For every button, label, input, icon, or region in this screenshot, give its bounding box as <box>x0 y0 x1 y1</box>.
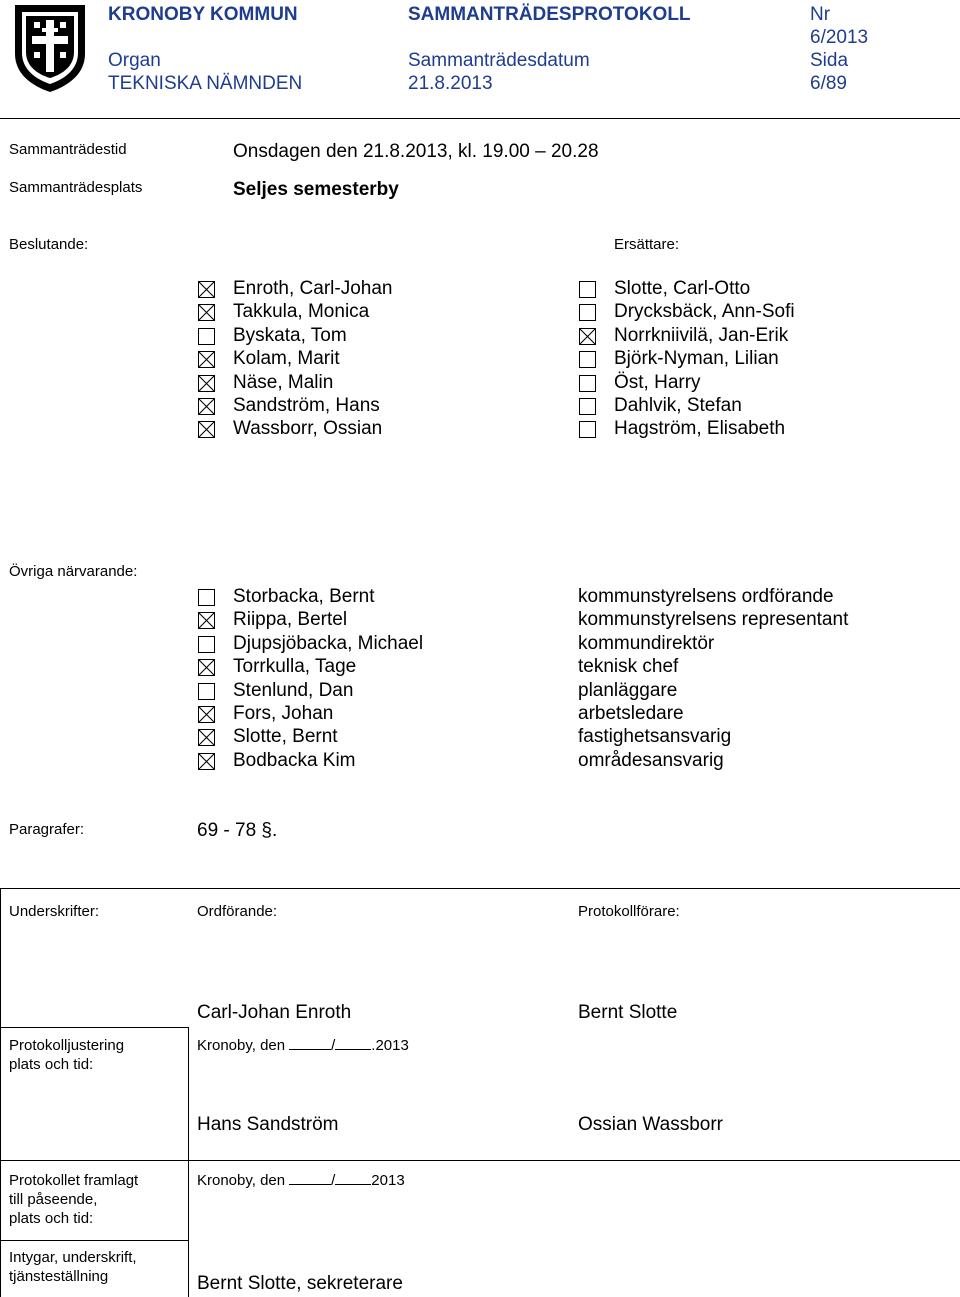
display-place-time <box>197 1172 405 1189</box>
substitute-member-2-checkbox-checked-icon[interactable] <box>579 328 596 345</box>
verification-place-time <box>197 1037 409 1054</box>
substitute-member-name: Hagström, Elisabeth <box>614 418 786 440</box>
organ-value: TEKNISKA NÄMNDEN <box>108 73 303 94</box>
deciding-member-6-checkbox-checked-icon[interactable] <box>198 421 215 438</box>
verification-month-blank[interactable] <box>335 1037 371 1050</box>
other-member-name: Storbacka, Bernt <box>233 586 375 607</box>
substitute-member-6-checkbox-empty-icon[interactable] <box>579 421 596 438</box>
other-member-name: Bodbacka Kim <box>233 749 356 771</box>
page-value: 6/89 <box>810 73 847 94</box>
other-member-role: arbetsledare <box>578 703 684 724</box>
verification-label-line1: Protokolljustering <box>9 1037 125 1054</box>
date-value: 21.8.2013 <box>408 73 493 94</box>
other-member-2-checkbox-empty-icon[interactable] <box>198 636 215 653</box>
other-member-0-checkbox-empty-icon[interactable] <box>198 589 215 606</box>
others-label: Övriga närvarande: <box>9 563 138 580</box>
document-type: SAMMANTRÄDESPROTOKOLL <box>408 4 691 25</box>
nr-label: Nr <box>810 4 831 25</box>
other-member-3-checkbox-checked-icon[interactable] <box>198 659 215 676</box>
other-member-role: områdesansvarig <box>578 749 724 771</box>
verification-place-prefix: Kronoby, den <box>197 1037 286 1054</box>
meeting-place-label: Sammanträdesplats <box>9 179 143 196</box>
date-label: Sammanträdesdatum <box>408 50 590 71</box>
certificate-value: Bernt Slotte, sekreterare <box>197 1273 403 1294</box>
substitute-member-name: Öst, Harry <box>614 371 701 393</box>
other-member-role: teknisk chef <box>578 656 679 678</box>
secretary-name: Bernt Slotte <box>578 1002 678 1023</box>
other-member-4-checkbox-empty-icon[interactable] <box>198 683 215 700</box>
certificate-top-border <box>0 1240 188 1241</box>
other-member-role: planläggare <box>578 679 678 701</box>
other-member-6-checkbox-checked-icon[interactable] <box>198 729 215 746</box>
meeting-time-value: Onsdagen den 21.8.2013, kl. 19.00 – 20.28 <box>233 141 599 162</box>
other-member-name: Riippa, Bertel <box>233 609 348 631</box>
other-member-name: Djupsjöbacka, Michael <box>233 632 424 654</box>
coat-of-arms-icon <box>12 2 88 94</box>
other-member-name: Stenlund, Dan <box>233 679 354 701</box>
meeting-time-label: Sammanträdestid <box>9 141 127 158</box>
substitute-member-name: Slotte, Carl-Otto <box>614 278 751 299</box>
certificate-label-line2: tjänsteställning <box>9 1268 109 1285</box>
other-member-5-checkbox-checked-icon[interactable] <box>198 706 215 723</box>
deciding-label: Beslutande: <box>9 236 89 253</box>
other-member-name: Slotte, Bernt <box>233 726 338 748</box>
deciding-member-name: Byskata, Tom <box>233 324 347 346</box>
organ-label: Organ <box>108 50 161 71</box>
other-member-role: kommunstyrelsens representant <box>578 609 849 631</box>
other-member-7-checkbox-checked-icon[interactable] <box>198 753 215 770</box>
verifier1-name: Hans Sandström <box>197 1114 339 1135</box>
certificate-label-line1: Intygar, underskrift, <box>9 1249 137 1266</box>
deciding-member-3-checkbox-checked-icon[interactable] <box>198 351 215 368</box>
meeting-place-value: Seljes semesterby <box>233 179 399 200</box>
deciding-member-name: Wassborr, Ossian <box>233 418 383 440</box>
deciding-member-1-checkbox-checked-icon[interactable] <box>198 304 215 321</box>
verification-day-blank[interactable] <box>289 1037 331 1050</box>
paragraphs-value: 69 - 78 §. <box>197 820 278 841</box>
deciding-member-name: Sandström, Hans <box>233 395 380 416</box>
verification-slash: / <box>331 1037 336 1054</box>
other-member-name: Torrkulla, Tage <box>233 656 357 678</box>
signature-top-border <box>0 888 960 889</box>
chair-name: Carl-Johan Enroth <box>197 1002 352 1023</box>
deciding-member-2-checkbox-empty-icon[interactable] <box>198 328 215 345</box>
deciding-member-name: Kolam, Marit <box>233 348 340 370</box>
display-slash: / <box>331 1172 336 1189</box>
verification-label-line2: plats och tid: <box>9 1056 94 1073</box>
deciding-member-name: Enroth, Carl-Johan <box>233 278 393 299</box>
other-member-role: kommunstyrelsens ordförande <box>578 586 834 607</box>
display-label-line2: till påseende, <box>9 1191 98 1208</box>
display-year: 2013 <box>371 1172 405 1189</box>
substitute-member-0-checkbox-empty-icon[interactable] <box>579 281 596 298</box>
deciding-member-0-checkbox-checked-icon[interactable] <box>198 281 215 298</box>
page-label: Sida <box>810 50 849 71</box>
substitute-member-4-checkbox-empty-icon[interactable] <box>579 375 596 392</box>
signature-column-divider <box>188 1027 189 1297</box>
deciding-member-5-checkbox-checked-icon[interactable] <box>198 398 215 415</box>
display-top-border <box>0 1160 960 1161</box>
substitute-member-name: Drycksbäck, Ann-Sofi <box>614 301 795 323</box>
display-label-line1: Protokollet framlagt <box>9 1172 139 1189</box>
display-day-blank[interactable] <box>289 1172 331 1185</box>
municipality-name: KRONOBY KOMMUN <box>108 4 298 25</box>
display-month-blank[interactable] <box>335 1172 371 1185</box>
substitutes-label: Ersättare: <box>614 236 680 253</box>
header-divider <box>0 118 960 119</box>
deciding-member-name: Takkula, Monica <box>233 301 370 323</box>
verifier2-name: Ossian Wassborr <box>578 1114 723 1135</box>
other-member-name: Fors, Johan <box>233 703 334 724</box>
other-member-role: kommundirektör <box>578 632 715 654</box>
verification-top-border <box>0 1027 188 1028</box>
signature-left-border <box>0 888 1 1297</box>
secretary-label: Protokollförare: <box>578 903 680 920</box>
substitute-member-5-checkbox-empty-icon[interactable] <box>579 398 596 415</box>
signatures-label: Underskrifter: <box>9 903 100 920</box>
deciding-member-name: Näse, Malin <box>233 371 334 393</box>
verification-year: .2013 <box>371 1037 409 1054</box>
paragraphs-label: Paragrafer: <box>9 821 85 838</box>
substitute-member-3-checkbox-empty-icon[interactable] <box>579 351 596 368</box>
substitute-member-name: Norrkniivilä, Jan-Erik <box>614 324 789 346</box>
substitute-member-1-checkbox-empty-icon[interactable] <box>579 304 596 321</box>
substitute-member-name: Dahlvik, Stefan <box>614 395 742 416</box>
deciding-member-4-checkbox-checked-icon[interactable] <box>198 375 215 392</box>
substitute-member-name: Björk-Nyman, Lilian <box>614 348 779 370</box>
other-member-role: fastighetsansvarig <box>578 726 732 748</box>
display-label-line3: plats och tid: <box>9 1210 94 1227</box>
chair-label: Ordförande: <box>197 903 278 920</box>
display-place-prefix: Kronoby, den <box>197 1172 286 1189</box>
nr-value: 6/2013 <box>810 27 869 48</box>
other-member-1-checkbox-checked-icon[interactable] <box>198 612 215 629</box>
